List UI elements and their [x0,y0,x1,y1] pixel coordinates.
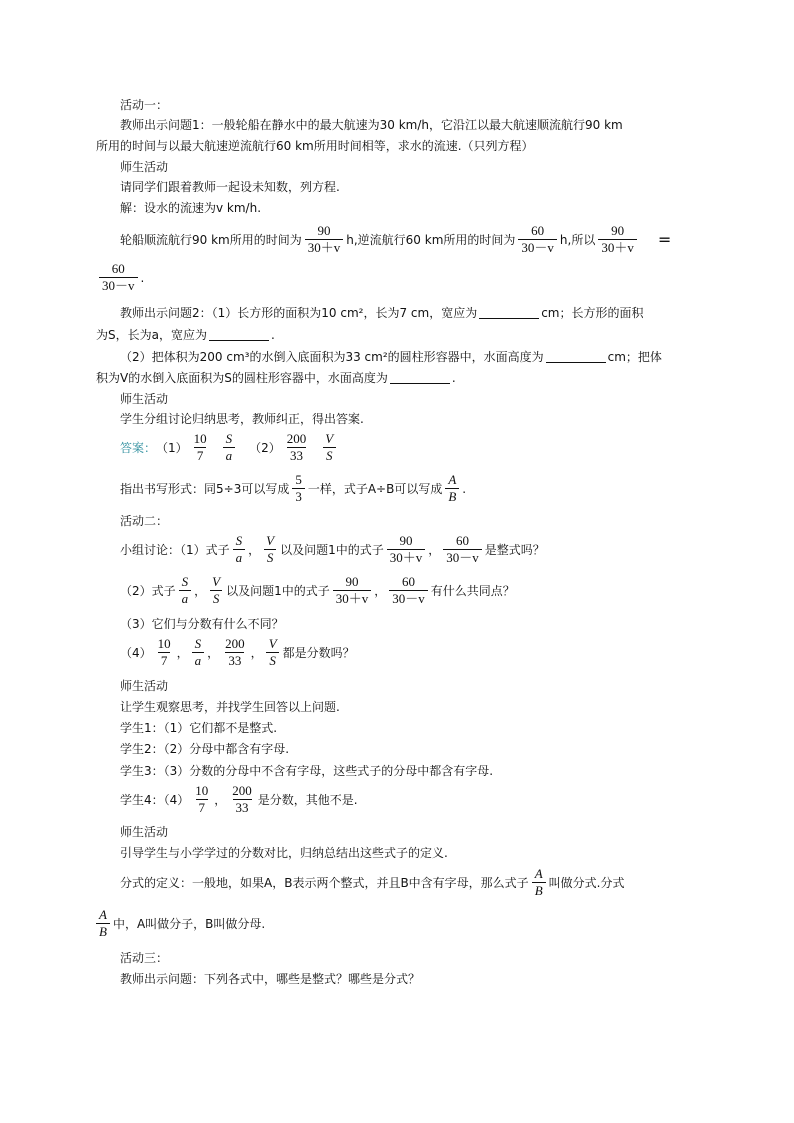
definition-line1: 分式的定义：一般地，如果A，B表示两个整式，并且B中含有字母，那么式子 $\frac{A}{B}$ 叫做分式.分式 [120,866,625,898]
answer-line: 答案： （1） $\frac{10}{7}$ $\frac{S}{a}$ （2） $\frac{200}{33}$ $\frac{V}{S}$ [120,432,339,463]
fraction-10-over-7: $\frac{10}{7}$ [195,783,209,815]
problem2-line3: （2）把体积为200 cm³的水倒入底面积为33 cm²的圆柱形容器中，水面高度为 cm；把体 [120,350,662,364]
problem2-line2: 为S，长为a，宽应为 . [96,328,275,342]
discussion-q1: 小组讨论：（1）式子 $\frac{S}{a}$ ， $\frac{V}{S}$ 以及问题1中的式子 $\frac{90}{30+v}$ ， $\frac{60}{30-v}$ 是整式吗？ [120,533,545,565]
fraction-10-over-7: $\frac{10}{7}$ [157,636,171,668]
fraction-A-over-B: $\frac{A}{B}$ [96,908,110,939]
answer-blank [479,308,539,319]
fraction-V-over-S: $\frac{V}{S}$ [266,637,280,668]
equation-line-cont: $\frac{60}{30-v}$ . [96,262,144,293]
fraction-A-over-B: $\frac{A}{B}$ [445,473,459,504]
fraction-S-over-a: $\frac{S}{a}$ [233,534,246,565]
fraction-S-over-a: $\frac{S}{a}$ [179,575,192,606]
student3-answer: 学生3：（3）分数的分母中不含有字母，这些式子的分母中都含有字母. [120,764,494,778]
fraction-90-over-30-plus-v-2: $\frac{90}{30+v}$ [598,224,637,255]
definition-line2: $\frac{A}{B}$ 中，A叫做分子，B叫做分母. [96,908,265,939]
fraction-60-over-30-minus-v: $\frac{60}{30-v}$ [443,534,482,565]
teacher-student-activity-2: 师生活动 [120,392,169,406]
fraction-200-over-33: $\frac{200}{33}$ [225,636,245,668]
observe-text: 让学生观察思考，并找学生回答以上问题. [120,700,340,714]
answer-label: 答案： [120,440,157,455]
teacher-student-activity-4: 师生活动 [120,825,169,839]
equation-line: 轮船顺流航行90 km所用的时间为 $\frac{90}{30+v}$ h,逆流航行60 km所用的时间为 $\frac{60}{30-v}$ h,所以 $\frac{90}{30+v}$ = [120,223,672,255]
fraction-V-over-S: $\frac{V}{S}$ [209,575,223,606]
fraction-90-over-30-plus-v: $\frac{90}{30+v}$ [305,224,344,255]
discussion-q3: （3）它们与分数有什么不同？ [120,617,284,631]
fraction-10-over-7: $\frac{10}{7}$ [193,431,207,463]
teacher-student-activity: 师生活动 [120,160,169,174]
activity3-problem: 教师出示问题：下列各式中，哪些是整式？哪些是分式？ [120,972,421,986]
fraction-5-over-3: $\frac{5}{3}$ [292,473,305,504]
discussion-q4: （4） $\frac{10}{7}$ ， $\frac{S}{a}$ ， $\frac{200}{33}$ ， $\frac{V}{S}$ 都是分数吗？ [120,636,355,668]
prompt-text: 请同学们跟着教师一起设未知数，列方程. [120,180,340,194]
activity2-heading: 活动二： [120,514,169,528]
student1-answer: 学生1：（1）它们都不是整式. [120,721,278,735]
fraction-200-over-33: $\frac{200}{33}$ [286,431,307,463]
teacher-student-activity-3: 师生活动 [120,679,169,693]
fraction-90-over-30-plus-v: $\frac{90}{30+v}$ [387,534,426,565]
problem2-line1: 教师出示问题2：（1）长方形的面积为10 cm²，长为7 cm，宽应为 cm；长方形的面积 [120,306,644,320]
fraction-60-over-30-minus-v: $\frac{60}{30-v}$ [389,575,428,606]
student4-answer: 学生4：（4） $\frac{10}{7}$ ， $\frac{200}{33}$ 是分数，其他不是. [120,783,358,815]
guide-text: 引导学生与小学学过的分数对比，归纳总结出这些式子的定义. [120,846,448,860]
problem2-line4: 积为V的水倒入底面积为S的圆柱形容器中，水面高度为 . [96,371,456,385]
problem1-line1: 教师出示问题1：一般轮船在静水中的最大航速为30 km/h，它沿江以最大航速顺流航行90 km [120,118,623,132]
fraction-V-over-S: $\frac{V}{S}$ [322,432,336,463]
answer-blank [209,330,269,341]
activity1-heading: 活动一： [120,98,169,112]
problem1-line2: 所用的时间与以最大航速逆流航行60 km所用时间相等，求水的流速.（只列方程） [96,139,534,153]
student2-answer: 学生2：（2）分母中都含有字母. [120,742,290,756]
fraction-200-over-33: $\frac{200}{33}$ [232,783,252,815]
answer-blank [546,352,606,363]
fraction-V-over-S: $\frac{V}{S}$ [263,534,277,565]
solution-text: 解：设水的流速为v km/h. [120,201,262,215]
fraction-60-over-30-minus-v: $\frac{60}{30-v}$ [518,224,557,255]
fraction-90-over-30-plus-v: $\frac{90}{30+v}$ [333,575,372,606]
discussion-q2: （2）式子 $\frac{S}{a}$ ， $\frac{V}{S}$ 以及问题1中的式子 $\frac{90}{30+v}$ ， $\frac{60}{30-v}$ 有什么共同点？ [120,574,515,606]
fraction-60-over-30-minus-v-2: $\frac{60}{30-v}$ [99,262,138,293]
fraction-A-over-B: $\frac{A}{B}$ [532,867,546,898]
fraction-S-over-a: $\frac{S}{a}$ [223,432,236,463]
activity3-heading: 活动三： [120,951,169,965]
fraction-S-over-a: $\frac{S}{a}$ [192,637,205,668]
answer-blank [390,373,450,384]
writing-form-line: 指出书写形式：同5÷3可以写成 $\frac{5}{3}$ 一样，式子A÷B可以写成 $\frac{A}{B}$ . [120,472,467,504]
group-discussion: 学生分组讨论归纳思考，教师纠正，得出答案. [120,412,364,426]
